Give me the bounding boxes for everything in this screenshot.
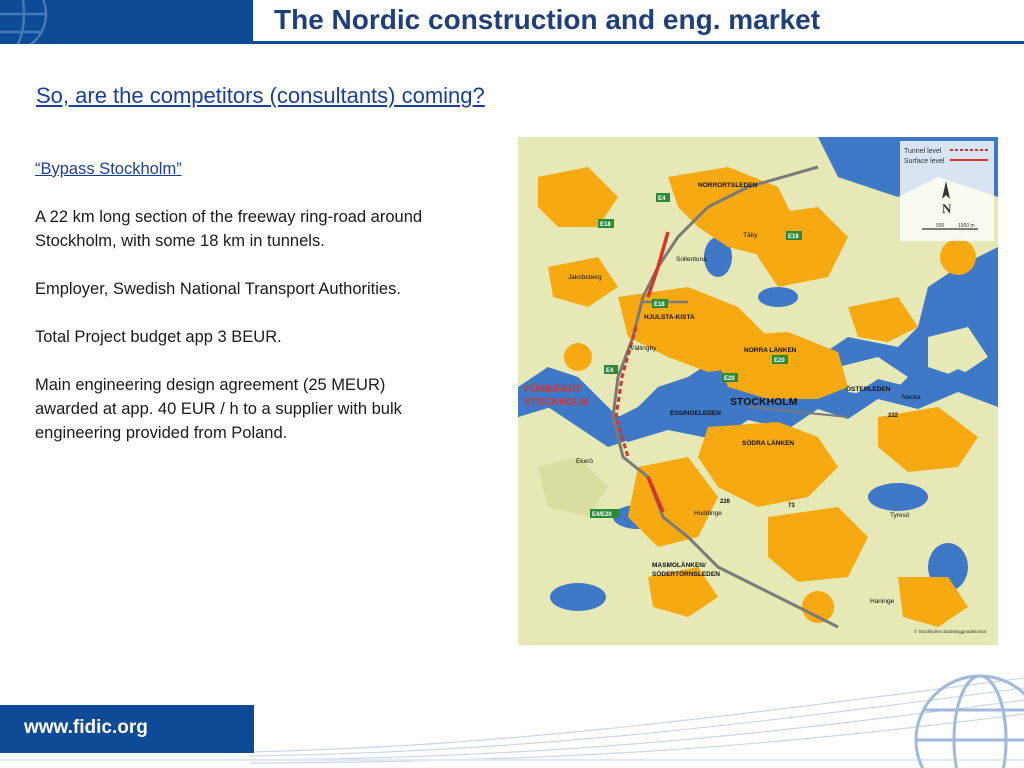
stockholm-project-label: STOCKHOLM [524, 397, 589, 408]
header-bar [0, 0, 1024, 44]
place-label: Tyresö [890, 512, 910, 519]
place-label: MASMOLÄNKEN/ [652, 562, 706, 569]
legend-tunnel-label: Tunnel level [904, 148, 942, 155]
place-label: Jakobsberg [568, 274, 602, 281]
forbifart-label: FÖRBIFART [524, 384, 582, 395]
page-title: The Nordic construction and eng. market [274, 4, 821, 35]
paragraph-employer: Employer, Swedish National Transport Authorities. [35, 280, 401, 298]
paragraph-budget: Total Project budget app 3 BEUR. [35, 328, 282, 346]
place-label: Ekerö [576, 458, 593, 465]
legend-surface-label: Surface level [904, 158, 945, 165]
road-number: 222 [888, 413, 899, 419]
place-label: Haninge [870, 598, 895, 605]
road-number: 73 [788, 503, 795, 509]
road-shield: E18 [654, 302, 665, 308]
footer [0, 660, 1024, 768]
map-credit: © Stockholms Stadsbyggnadskontor [914, 629, 987, 634]
city-label: STOCKHOLM [730, 396, 798, 408]
body-text [35, 157, 435, 469]
header-rule [253, 41, 1024, 44]
bypass-stockholm-link[interactable]: “Bypass Stockholm” [35, 160, 182, 178]
place-label: Huddinge [694, 510, 722, 517]
stockholm-map [518, 137, 998, 645]
place-label: Vällingby [630, 345, 657, 352]
globe-icon [0, 0, 253, 44]
place-label: SÖDRA LÄNKEN [742, 440, 795, 447]
road-shield: E4 [658, 196, 666, 202]
scale-500-label: 500 [936, 223, 945, 229]
map-legend [900, 141, 994, 241]
road-number: 226 [720, 499, 731, 505]
place-label: SÖDERTÖRNSLEDEN [652, 571, 720, 578]
place-label: Sollentuna [676, 256, 707, 263]
place-label: NORRA LÄNKEN [744, 347, 797, 354]
place-label: HJULSTA-KISTA [644, 314, 695, 321]
slide-subtitle[interactable]: So, are the competitors (consultants) coming? [36, 83, 485, 108]
place-label: ÖSTERLEDEN [846, 386, 891, 393]
road-shield: E20 [774, 358, 785, 364]
place-label: Nacka [902, 394, 921, 401]
road-shield: E18 [600, 222, 611, 228]
place-label: Täby [743, 232, 758, 239]
road-shield: E20 [724, 376, 735, 382]
scale-1000-label: 1000 m [958, 223, 975, 229]
road-shield: E18 [788, 234, 799, 240]
header-logo-panel [0, 0, 253, 44]
road-shield: E4/E20 [592, 512, 612, 518]
place-label: NORRORTSLEDEN [698, 182, 758, 189]
road-shield: E4 [606, 368, 614, 374]
place-label: ESSINGELEDEN [670, 410, 721, 417]
paragraph-length: A 22 km long section of the freeway ring-road around Stockholm, with some 18 km in tunnels. [35, 208, 423, 250]
footer-url[interactable]: www.fidic.org [24, 717, 148, 738]
north-label: N [942, 201, 952, 216]
paragraph-agreement: Main engineering design agreement (25 MEUR) awarded at app. 40 EUR / h to a supplier with bulk engineering provided from Poland. [35, 376, 402, 442]
